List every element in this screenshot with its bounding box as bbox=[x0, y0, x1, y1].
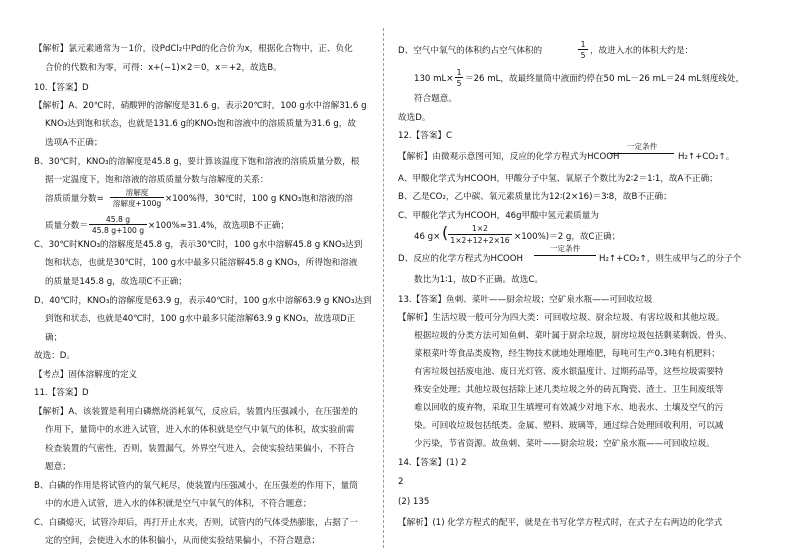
q11-option-d-line1-rest: ，故进入水的体积大约是： bbox=[590, 46, 694, 56]
q11-option-a-line2: 作用下，量筒中的水进入试管，进入水的体积就是空气中氧气的体积，故实验前需 bbox=[45, 425, 355, 435]
q12-option-c-formula-rest: ×100%)＝2 g，故C正确； bbox=[514, 232, 621, 242]
q11-option-d-line3: 符合题意。 bbox=[414, 94, 457, 104]
q13-analysis-line8: 少污染，节省资源。故鱼刺、菜叶——厨余垃圾；空矿泉水瓶——可回收垃圾。 bbox=[414, 439, 715, 449]
q10-option-d-line1: D、40℃时，KNO₃的溶解度是63.9 g，表示40℃时，100 g水中溶解63.9 g KNO₃达到 bbox=[34, 296, 372, 306]
q11-option-d-line2-rest: ＝26 mL，故最终量筒中液面约停在50 mL－26 mL＝24 mL刻度线处， bbox=[465, 74, 745, 84]
q11-option-d-line2-start: 130 mL× bbox=[414, 74, 454, 84]
q10-option-a-line2: KNO₃达到饱和状态，也就是131.6 g的KNO₃饱和溶液中的溶质质量为31.6 g，故 bbox=[45, 119, 356, 129]
fraction-bar bbox=[89, 224, 147, 225]
q12-option-c-line1: C、甲酸化学式为HCOOH，46g甲酸中氢元素质量为 bbox=[398, 211, 599, 221]
q10-option-c-line3: 的质量是145.8 g，故选项C不正确； bbox=[45, 277, 187, 287]
q12-c-numerator: 1×2 bbox=[471, 224, 489, 233]
q13-analysis-line6: 难以回收的废弃物，采取卫生填埋可有效减少对地下水、地表水、土壤及空气的污 bbox=[414, 403, 724, 413]
q11-option-a-line4: 题意； bbox=[45, 462, 71, 472]
q11-d2-denominator: 5 bbox=[456, 79, 462, 88]
q10-answer: 10.【答案】D bbox=[34, 83, 89, 93]
q10-formula-2-rest: ×100%≈31.4%，故选项B不正确； bbox=[148, 221, 289, 231]
q12-analysis-line1: 【解析】由微观示意图可知，反应的化学方程式为HCOOH bbox=[398, 152, 620, 162]
q10-knowledge-point: 【考点】固体溶解度的定义 bbox=[34, 370, 138, 380]
q13-analysis-line3: 菜根菜叶等食品类废物，经生物技术就地处理堆肥，每吨可生产0.3吨有机肥料； bbox=[414, 349, 720, 359]
q12-option-c-formula-start: 46 g× bbox=[414, 232, 441, 242]
q11-answer: 11.【答案】D bbox=[34, 388, 89, 398]
q9-analysis-line1: 【解析】氯元素通常为－1价，设PdCl₂中Pd的化合价为x，根据化合物中，正、负化 bbox=[34, 44, 353, 54]
q11-option-d-line1: D、空气中氧气的体积约占空气体积的 bbox=[398, 46, 543, 56]
q11-option-a-line1: 【解析】A、该装置是利用白磷燃烧消耗氧气，反应后，装置内压强减小，在压强差的 bbox=[34, 407, 358, 417]
q12-option-a: A、甲酸化学式为HCOOH，甲酸分子中氢、氧原子个数比为2∶2＝1∶1，故A不正确； bbox=[398, 174, 718, 184]
q11-d2-numerator: 1 bbox=[456, 68, 462, 77]
q10-choice: 故选：D。 bbox=[34, 351, 75, 361]
q12-option-b: B、乙是CO₂，乙中碳、氧元素质量比为12∶(2×16)＝3∶8，故B不正确； bbox=[398, 192, 672, 202]
q11-option-a-line3: 检查装置的气密性，否则，装置漏气，外界空气进入，会使实验结果偏小，不符合 bbox=[45, 444, 355, 454]
q13-analysis-line5: 殊安全处理；其他垃圾包括除上述几类垃圾之外的砖瓦陶瓷、渣土、卫生间废纸等 bbox=[414, 385, 724, 395]
q13-analysis-line2: 根据垃圾的分类方法可知鱼刺、菜叶属于厨余垃圾，厨房垃圾包括剩菜剩饭、骨头、 bbox=[414, 331, 732, 341]
q11-option-b-line1: B、白磷的作用是将试管内的氧气耗尽，使装置内压强减小，在压强差的作用下，量筒 bbox=[34, 481, 358, 491]
fraction-bar bbox=[110, 197, 164, 198]
q10-formula-2-label: 质量分数＝ bbox=[45, 221, 88, 231]
fraction-bar bbox=[448, 234, 512, 235]
reaction-condition: 一定条件 bbox=[549, 244, 581, 253]
q13-analysis-line7: 染。可回收垃圾包括纸类、金属、塑料、玻璃等，通过综合处理回收利用，可以减 bbox=[414, 421, 724, 431]
fraction-bar bbox=[455, 77, 463, 78]
q12-option-d-line1-rest: H₂↑+CO₂↑，则生成甲与乙的分子个 bbox=[599, 254, 742, 264]
q14-answer: 14.【答案】(1) 2 bbox=[398, 458, 467, 468]
column-divider bbox=[383, 28, 384, 548]
q10-formula-1-numerator: 溶解度 bbox=[125, 188, 149, 197]
q10-option-b-line2: 据一定温度下，饱和溶液的溶质质量分数与溶解度的关系： bbox=[45, 175, 269, 185]
q11-option-c-line1: C、白磷熄灭，试管冷却后，再打开止水夹，否则，试管内的气体受热膨胀，占据了一 bbox=[34, 518, 358, 528]
left-parenthesis: ( bbox=[442, 223, 449, 242]
q11-choice: 故选D。 bbox=[398, 113, 431, 123]
q10-formula-2-numerator: 45.8 g bbox=[105, 215, 131, 224]
q12-option-d-line1: D、反应的化学方程式为HCOOH bbox=[398, 254, 524, 264]
q12-option-d-line2: 数比为1∶1，故D不正确。故选C。 bbox=[414, 275, 543, 285]
q12-answer: 12.【答案】C bbox=[398, 131, 453, 141]
q14-answer-part1-value: 2 bbox=[398, 477, 404, 487]
q10-formula-1-label: 溶质质量分数= bbox=[45, 194, 104, 204]
q10-formula-1-denominator: 溶解度+100g bbox=[112, 199, 162, 208]
q11-d1-denominator: 5 bbox=[580, 51, 586, 60]
q10-option-c-line2: 饱和状态，也就是30℃时，100 g水中最多只能溶解45.8 g KNO₃，所得饱和溶液 bbox=[45, 258, 358, 268]
q10-formula-2-denominator: 45.8 g+100 g bbox=[91, 226, 145, 235]
q10-option-a-line1: 【解析】A、20℃时，硝酸钾的溶解度是31.6 g，表示20℃时，100 g水中溶解31.6 g bbox=[34, 101, 367, 111]
q14-answer-part2: (2) 135 bbox=[398, 497, 430, 507]
q10-option-b-line1: B、30℃时，KNO₃的溶解度是45.8 g，要计算该温度下饱和溶液的溶质质量分数，根 bbox=[34, 157, 360, 167]
q10-formula-1-rest: ×100%得，30℃时，100 g KNO₃饱和溶液的溶 bbox=[165, 194, 353, 204]
reaction-condition: 一定条件 bbox=[626, 142, 658, 151]
q13-analysis-line1: 【解析】生活垃圾一般可分为四大类：可回收垃圾、厨余垃圾、有害垃圾和其他垃圾。 bbox=[398, 313, 725, 323]
q10-option-d-line2: 到饱和状态，也就是40℃时，100 g水中最多只能溶解63.9 g KNO₃，故选项D正 bbox=[45, 314, 356, 324]
q11-d1-numerator: 1 bbox=[580, 40, 586, 49]
q12-c-denominator: 1×2+12+2×16 bbox=[450, 236, 510, 245]
q10-option-a-line3: 选项A不正确； bbox=[45, 138, 103, 148]
fraction-bar bbox=[578, 49, 588, 50]
reaction-arrow-line bbox=[610, 153, 674, 154]
q10-option-d-line3: 确； bbox=[45, 333, 63, 343]
q10-option-c-line1: C、30℃时KNO₃的溶解度是45.8 g，表示30℃时，100 g水中溶解45.8 g KNO₃达到 bbox=[34, 240, 363, 250]
q12-analysis-line1-products: H₂↑+CO₂↑。 bbox=[678, 152, 735, 162]
q14-analysis-line1: 【解析】(1) 化学方程式的配平，就是在书写化学方程式时，在式子左右两边的化学式 bbox=[398, 518, 723, 528]
reaction-arrow-line bbox=[534, 255, 596, 256]
q11-option-c-line2: 定的空间，会使进入水的体积偏小，从而使实验结果偏小，不符合题意； bbox=[45, 536, 321, 546]
q13-analysis-line4: 有害垃圾包括废电池、废日光灯管、废水银温度计、过期药品等，这些垃圾需要特 bbox=[414, 367, 724, 377]
q11-option-b-line2: 中的水进入试管，进入水的体积就是空气中氧气的体积，不符合题意； bbox=[45, 499, 312, 509]
q9-analysis-line2: 合价的代数和为零，可得：x+(−1)×2＝0，x＝+2，故选B。 bbox=[45, 63, 282, 73]
q13-answer: 13.【答案】鱼刺、菜叶——厨余垃圾；空矿泉水瓶——可回收垃圾 bbox=[398, 295, 653, 305]
